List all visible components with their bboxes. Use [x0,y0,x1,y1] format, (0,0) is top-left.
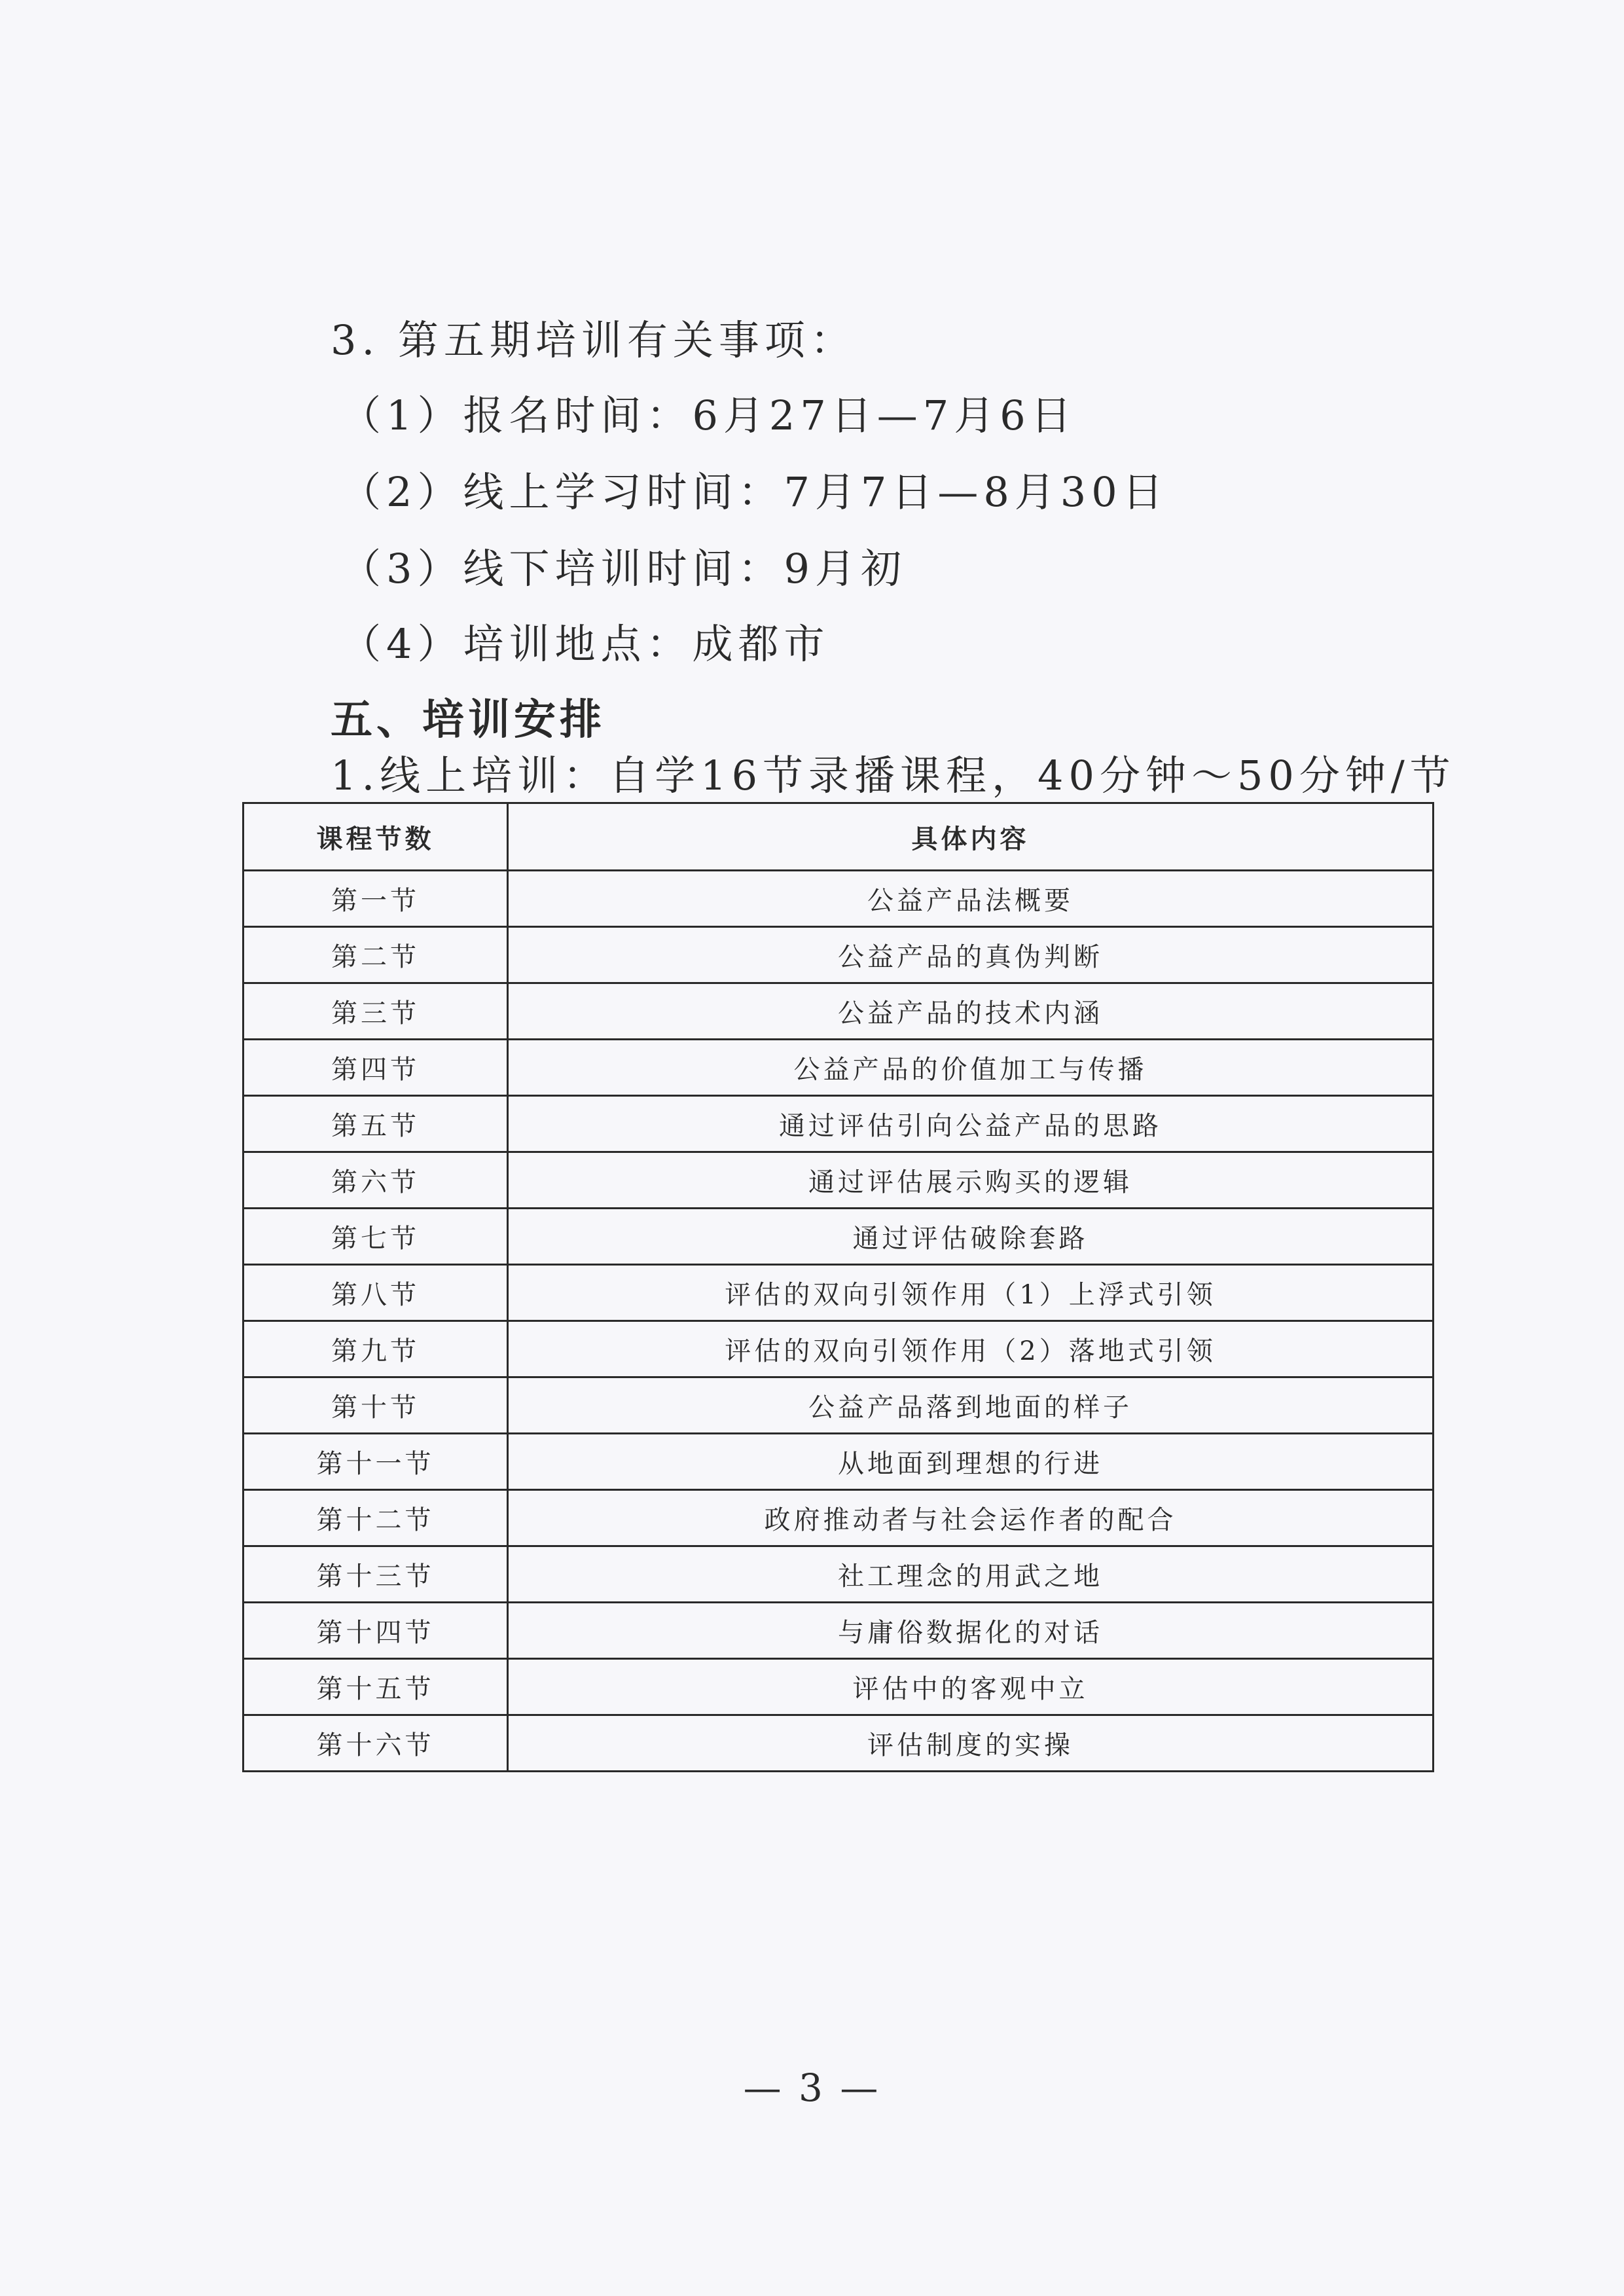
lesson-cell: 第七节 [244,1209,508,1265]
lesson-cell: 第二节 [244,927,508,983]
table-row [244,1209,1434,1265]
lesson-cell: 第五节 [244,1096,508,1152]
content-cell: 评估制度的实操 [508,1715,1434,1772]
lesson-cell: 第九节 [244,1321,508,1377]
lesson-cell: 第六节 [244,1152,508,1209]
table-row [244,1040,1434,1096]
table-row [244,1659,1434,1715]
content-cell: 与庸俗数据化的对话 [508,1603,1434,1659]
table-row [244,1321,1434,1377]
content-cell: 从地面到理想的行进 [508,1434,1434,1490]
content-cell: 评估的双向引领作用（2）落地式引领 [508,1321,1434,1377]
lesson-cell: 第十五节 [244,1659,508,1715]
content-cell: 公益产品的价值加工与传播 [508,1040,1434,1096]
table-row [244,1546,1434,1603]
offline-training-time: （3）线下培训时间：9月初 [340,545,907,592]
table-row [244,1434,1434,1490]
lesson-cell: 第三节 [244,983,508,1040]
content-cell: 政府推动者与社会运作者的配合 [508,1490,1434,1546]
header-lesson-count: 课程节数 [244,803,508,871]
registration-time: （1）报名时间：6月27日—7月6日 [340,392,1077,439]
page-number: — 3 — [743,2066,881,2110]
table-row [244,1377,1434,1434]
lesson-cell: 第十六节 [244,1715,508,1772]
table-row [244,927,1434,983]
lesson-cell: 第四节 [244,1040,508,1096]
content-cell: 公益产品的真伪判断 [508,927,1434,983]
table-row [244,1265,1434,1321]
content-cell: 公益产品落到地面的样子 [508,1377,1434,1434]
content-cell: 公益产品的技术内涵 [508,983,1434,1040]
course-table [242,802,1434,1772]
lesson-cell: 第十三节 [244,1546,508,1603]
table-row [244,1096,1434,1152]
lesson-cell: 第十四节 [244,1603,508,1659]
training-location: （4）培训地点：成都市 [340,620,830,668]
header-content: 具体内容 [508,803,1434,871]
table-row [244,1490,1434,1546]
content-cell: 通过评估引向公益产品的思路 [508,1096,1434,1152]
lesson-cell: 第十一节 [244,1434,508,1490]
content-cell: 评估的双向引领作用（1）上浮式引领 [508,1265,1434,1321]
content-cell: 通过评估展示购买的逻辑 [508,1152,1434,1209]
online-training-line: 1.线上培训：自学16节录播课程，40分钟～50分钟/节 [331,752,1456,799]
online-study-time: （2）线上学习时间：7月7日—8月30日 [340,468,1168,516]
lesson-cell: 第八节 [244,1265,508,1321]
content-cell: 通过评估破除套路 [508,1209,1434,1265]
content-cell: 公益产品法概要 [508,871,1434,927]
table-row [244,871,1434,927]
content-cell: 社工理念的用武之地 [508,1546,1434,1603]
section-5-heading: 五、培训安排 [331,696,605,744]
table-row [244,1603,1434,1659]
table-header-row [244,803,1434,871]
lesson-cell: 第十节 [244,1377,508,1434]
section-3-title: 3. 第五期培训有关事项： [331,316,856,364]
content-cell: 评估中的客观中立 [508,1659,1434,1715]
table-row [244,1152,1434,1209]
lesson-cell: 第一节 [244,871,508,927]
lesson-cell: 第十二节 [244,1490,508,1546]
table-row [244,1715,1434,1772]
table-row [244,983,1434,1040]
